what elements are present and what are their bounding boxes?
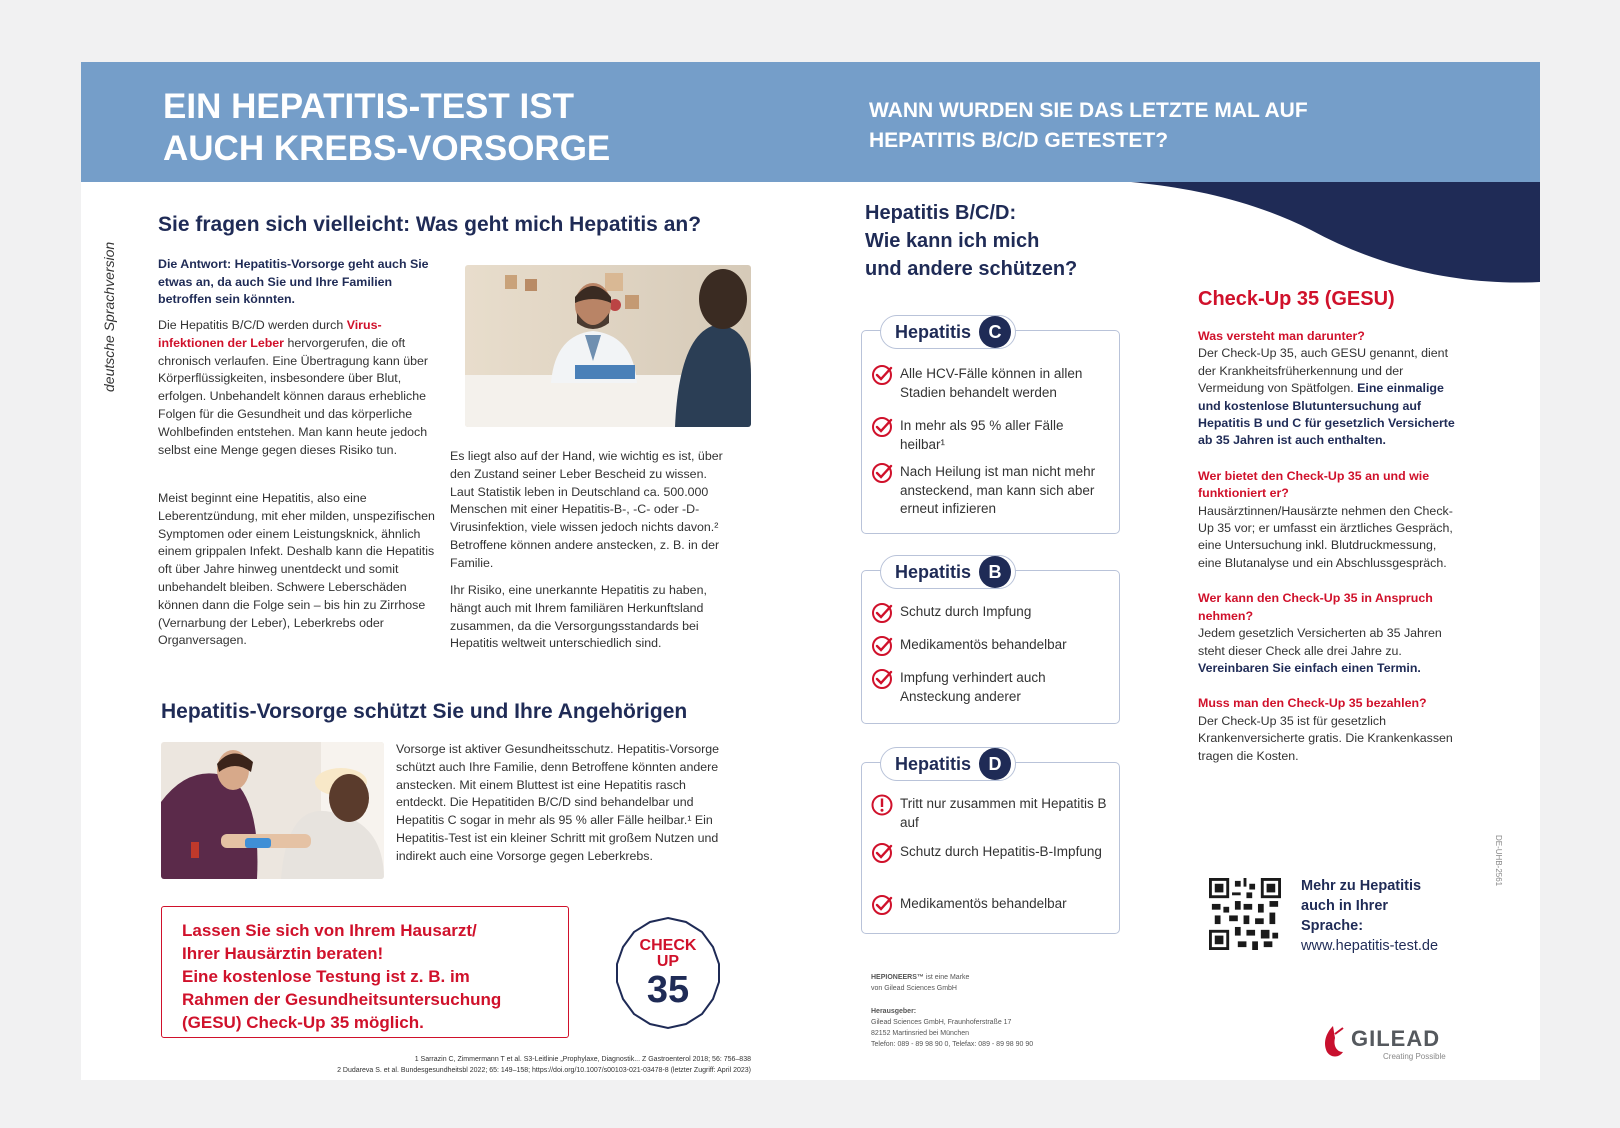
- checkup-faq: [1198, 328, 1460, 765]
- section1-paragraph1: Die Hepatitis B/C/D werden durch Virusinfektionen der Leber hervorgerufen, die oft chronisch verlaufen. Eine Übertragung kann über Körperflüssigkeiten, insbesondere über Blut, erfolgen. Unbehandelt können daraus erhebliche Folgen für die Gesundheit und das körperliche Wohlbefinden entstehen. Man kann heute jedoch selbst eine Menge gegen dieses Risiko tun.: [158, 318, 429, 457]
- hepatitis-c-item: Nach Heilung ist man nicht mehr ansteckend, man kann sich aber erneut infizieren: [870, 461, 1110, 519]
- check-circle-icon: [870, 461, 894, 485]
- check-circle-icon: [870, 415, 894, 439]
- hepatitis-b-item: Impfung verhindert auch Ansteckung anderer: [870, 667, 1110, 706]
- hepatitis-b-title: Hepatitis B: [880, 555, 1016, 589]
- flyer-page: [81, 62, 1540, 1080]
- gilead-logo: GILEAD Creating Possible: [1321, 1024, 1461, 1067]
- footnotes: 1 Sarrazin C, Zimmermann T et al. S3-Leitlinie „Prophylaxe, Diagnostik... Z Gastroenterol 2018; 56: 756–838 2 Dudareva S. et al. Bundesgesundheitsbl 2022; 65: 149–158; https://doi.org/10.1007/s00103-021-03478-8 (letzter Zugriff: April 2023): [337, 1056, 751, 1074]
- header-banner: [81, 62, 1540, 182]
- section1-paragraph3: Es liegt also auf der Hand, wie wichtig es ist, über den Zustand seiner Leber Bescheid zu wissen. Laut Statistik leben in Deutschland ca. 500.000 Menschen mit einer Hepatitis-B-, -C- oder -D-Virusinfektion, viele wissen jedoch nichts davon.² Betroffene können andere anstecken, z. B. in der Familie.: [450, 449, 723, 570]
- check-circle-icon: [870, 363, 894, 387]
- section2-text: Vorsorge ist aktiver Gesundheitsschutz. Hepatitis-Vorsorge schützt auch Ihre Familie, denn Betroffene könnten andere anstecken. Mit einem Bluttest ist eine Hepatitis rasch entdeckt. Die Hepatitiden B/C/D sind behandelbar und Hepatitis C sogar in mehr als 95 % aller Fälle heilbar.¹ Ein Hepatitis-Test ist ein kleiner Schritt mit großem Nutzen und indirekt auch eine Vorsorge gegen Leberkrebs.: [396, 742, 719, 863]
- advice-callout: Lassen Sie sich von Ihrem Hausarzt/ Ihrer Hausärztin beraten! Eine kostenlose Testung ist z. B. im Rahmen der Gesundheitsuntersuchung (GESU) Check-Up 35 möglich.: [161, 906, 569, 1038]
- faq-question: Wer kann den Check-Up 35 in Anspruch nehmen?: [1198, 591, 1433, 623]
- check-circle-icon: [870, 841, 894, 865]
- warning-icon: [870, 793, 894, 817]
- check-circle-icon: [870, 601, 894, 625]
- section1-paragraph4: Ihr Risiko, eine unerkannte Hepatitis zu haben, hängt auch mit Ihrem familiären Herkunftsland zusammen, da die Versorgungsstandards bei Hepatitis weltweit unterschiedlich sind.: [450, 583, 707, 651]
- hepatitis-d-box: [861, 753, 1120, 934]
- banner-title: EIN HEPATITIS-TEST IST AUCH KREBS-VORSORGE: [163, 87, 611, 168]
- doctor-consultation-photo: [465, 265, 751, 427]
- section1-paragraph2: Meist beginnt eine Hepatitis, also eine Leberentzündung, mit eher milden, unspezifischen Symptomen oder einem Leistungsknick, ähnlich einem grippalen Infekt. Deshalb kann die Hepatitis oft über Jahre hinweg unentdeckt und somit unbehandelt bleiben. Schwere Leberschäden können dann die Folge sein – bis hin zu Zirrhose (Vernarbung der Leber), Leberkrebs oder Organversagen.: [158, 491, 435, 648]
- check-circle-icon: [870, 893, 894, 917]
- faq-question: Wer bietet den Check-Up 35 an und wie funktioniert er?: [1198, 468, 1430, 501]
- banner-question: WANN WURDEN SIE DAS LETZTE MAL AUF HEPATITIS B/C/D GETESTET?: [869, 99, 1308, 152]
- checkup-title: Check-Up 35 (GESU): [1198, 288, 1395, 310]
- virus-highlight: Virusinfektionen der Leber: [158, 318, 382, 350]
- faq-question: Muss man den Check-Up 35 bezahlen?: [1198, 696, 1427, 711]
- section1-lead: Die Antwort: Hepatitis-Vorsorge geht auch Sie etwas an, da auch Sie und Ihre Familien betroffen sein könnten.: [158, 257, 429, 307]
- faq-question: Was versteht man darunter?: [1198, 329, 1365, 343]
- check-circle-icon: [870, 634, 894, 658]
- faq-answer: Hausärztinnen/Hausärzte nehmen den Check-Up 35 vor; er umfasst ein ärztliches Gespräch, eine Untersuchung inkl. Blutdruckmessung, eine Blutanalyse und ein Abschlussgespräch.: [1198, 503, 1453, 570]
- hepatitis-c-title: Hepatitis C: [880, 315, 1016, 349]
- faq-answer: Der Check-Up 35 ist für gesetzlich Krankenversicherte gratis. Die Krankenkassen tragen die Kosten.: [1198, 713, 1453, 763]
- imprint: HEPIONEERS™ ist eine Marke von Gilead Sciences GmbH Herausgeber: Gilead Sciences GmbH, Fraunhoferstraße 17 82152 Martinsried bei München Telefon: 089 - 89 98 90 0, Telefax: 089 - 89 98 90 90: [871, 974, 1034, 1048]
- section1-heading: Sie fragen sich vielleicht: Was geht mich Hepatitis an?: [158, 213, 702, 236]
- qr-code[interactable]: [1209, 878, 1281, 950]
- document-code: DE-UHB-2561: [1494, 835, 1503, 887]
- hepatitis-b-item: Medikamentös behandelbar: [870, 634, 1110, 658]
- more-info: Mehr zu Hepatitis auch in Ihrer Sprache: www.hepatitis-test.de: [1301, 878, 1439, 954]
- website-link[interactable]: www.hepatitis-test.de: [1301, 938, 1439, 954]
- hepatitis-d-item: Schutz durch Hepatitis-B-Impfung: [870, 841, 1110, 865]
- hepatitis-d-item: Tritt nur zusammen mit Hepatitis B auf: [870, 793, 1110, 832]
- faq-answer: Der Check-Up 35, auch GESU genannt, dient der Krankheitsfrüherkennung und der Vermeidung von Spätfolgen. Eine einmalige und kostenlose Blutuntersuchung auf Hepatitis B und C für gesetzlich Versicherte ab 35 Jahren ist auch enthalten.: [1198, 346, 1455, 448]
- blood-test-photo: [161, 742, 384, 879]
- hepatitis-c-item: Alle HCV-Fälle können in allen Stadien behandelt werden: [870, 363, 1110, 402]
- check-up-35-badge: CHECK UP 35: [609, 914, 727, 1032]
- check-circle-icon: [870, 667, 894, 691]
- hepatitis-d-title: Hepatitis D: [880, 747, 1016, 781]
- section2-heading: Hepatitis-Vorsorge schützt Sie und Ihre Angehörigen: [161, 700, 688, 723]
- hepatitis-d-item: Medikamentös behandelbar: [870, 893, 1110, 917]
- protection-heading: Hepatitis B/C/D: Wie kann ich mich und andere schützen?: [865, 202, 1078, 280]
- hepatitis-b-item: Schutz durch Impfung: [870, 601, 1110, 625]
- hepatitis-c-box: [861, 321, 1120, 534]
- hepatitis-c-item: In mehr als 95 % aller Fälle heilbar¹: [870, 415, 1110, 454]
- faq-answer: Jedem gesetzlich Versicherten ab 35 Jahren steht dieser Check alle drei Jahre zu. Vereinbaren Sie einfach einen Termin.: [1198, 626, 1442, 675]
- language-version-label: deutsche Sprachversion: [101, 241, 117, 392]
- hepatitis-b-box: [861, 561, 1120, 724]
